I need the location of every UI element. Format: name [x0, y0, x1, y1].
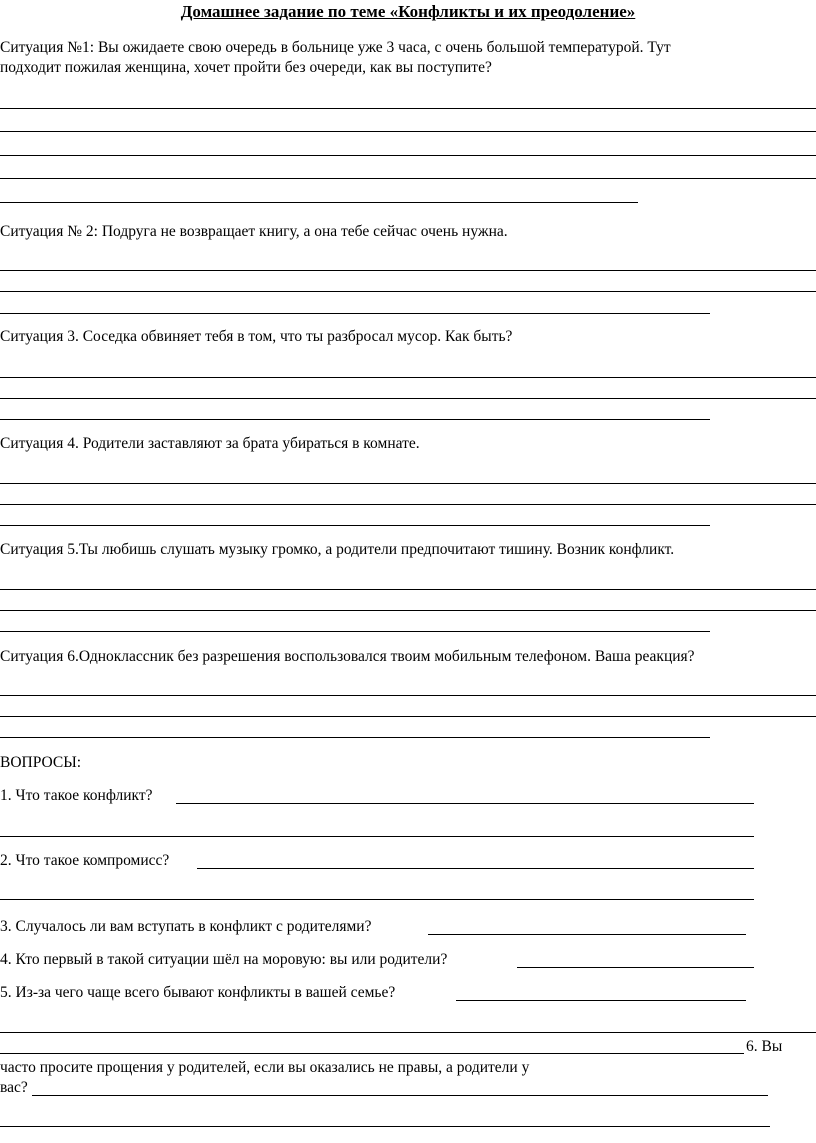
answer-line: [0, 695, 816, 696]
situation-2-text: Ситуация № 2: Подруга не возвращает книгу, а она тебе сейчас очень нужна.: [0, 223, 508, 240]
situation-1-text-line-1: Ситуация №1: Вы ожидаете свою очередь в больнице уже 3 часа, с очень большой температурой. Тут: [0, 39, 671, 56]
situation-3-text: Ситуация 3. Соседка обвиняет тебя в том, что ты разбросал мусор. Как быть?: [0, 328, 513, 345]
answer-line: [0, 1032, 816, 1033]
answer-line: [0, 202, 638, 203]
answer-line: [0, 716, 816, 717]
answer-line: [428, 934, 746, 935]
answer-line: [0, 270, 816, 271]
question-6-line-1: часто просите прощения у родителей, если вы оказались не правы, а родители у: [0, 1059, 530, 1076]
question-6-line-2: вас?: [0, 1079, 28, 1096]
question-1: 1. Что такое конфликт?: [0, 787, 153, 804]
question-3: 3. Случалось ли вам вступать в конфликт с родителями?: [0, 918, 372, 935]
answer-line: [0, 108, 816, 109]
question-5: 5. Из-за чего чаще всего бывают конфликты в вашей семье?: [0, 984, 396, 1001]
answer-line: [0, 398, 816, 399]
answer-line: [0, 836, 754, 837]
situation-4-text: Ситуация 4. Родители заставляют за брата убираться в комнате.: [0, 435, 420, 452]
answer-line: [0, 178, 816, 179]
answer-line: [0, 1053, 744, 1054]
answer-line: [0, 483, 816, 484]
answer-line: [0, 631, 710, 632]
page-title: Домашнее задание по теме «Конфликты и их преодоление»: [180, 2, 636, 21]
question-2: 2. Что такое компромисс?: [0, 852, 170, 869]
answer-line: [176, 803, 754, 804]
answer-line: [32, 1095, 768, 1096]
answer-line: [0, 377, 816, 378]
answer-line: [517, 967, 754, 968]
answer-line: [0, 131, 816, 132]
answer-line: [0, 525, 710, 526]
answer-line: [197, 868, 754, 869]
situation-6-text: Ситуация 6.Одноклассник без разрешения воспользовался твоим мобильным телефоном. Ваша реакция?: [0, 648, 695, 665]
answer-line: [0, 589, 816, 590]
question-6-number: 6. Вы: [746, 1038, 783, 1055]
answer-line: [0, 1126, 770, 1127]
answer-line: [456, 1000, 746, 1001]
situation-1-text-line-2: подходит пожилая женщина, хочет пройти без очереди, как вы поступите?: [0, 59, 492, 76]
answer-line: [0, 313, 710, 314]
questions-header: ВОПРОСЫ:: [0, 754, 82, 771]
answer-line: [0, 291, 816, 292]
answer-line: [0, 155, 816, 156]
answer-line: [0, 504, 816, 505]
answer-line: [0, 737, 710, 738]
question-4: 4. Кто первый в такой ситуации шёл на моровую: вы или родители?: [0, 951, 448, 968]
answer-line: [0, 419, 710, 420]
situation-5-text: Ситуация 5.Ты любишь слушать музыку громко, а родители предпочитают тишину. Возник конфликт.: [0, 541, 675, 558]
answer-line: [0, 610, 816, 611]
answer-line: [0, 899, 754, 900]
